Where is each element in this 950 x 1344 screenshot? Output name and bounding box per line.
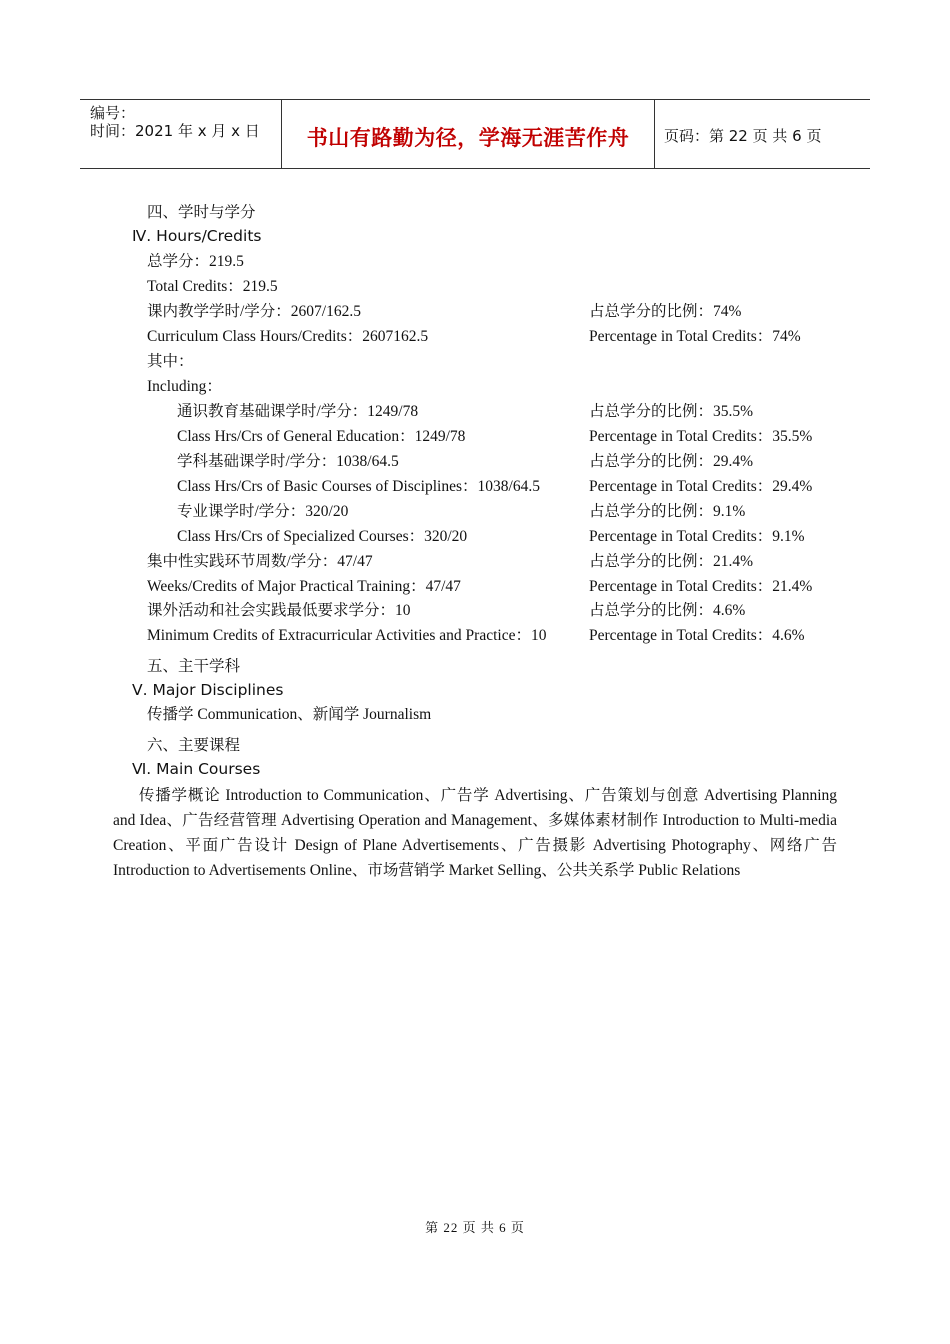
practical-pct-en: Percentage in Total Credits：21.4% — [589, 578, 813, 595]
general-cn: 通识教育基础课学时/学分：1249/78 — [177, 403, 419, 420]
special-en: Class Hrs/Crs of Specialized Courses：320/20 — [177, 528, 468, 545]
basic-pct-en: Percentage in Total Credits：29.4% — [589, 478, 813, 495]
including-cn: 其中： — [147, 353, 194, 370]
section5-title-cn: 五、主干学科 — [147, 657, 241, 675]
special-pct-cn: 占总学分的比例：9.1% — [589, 503, 746, 520]
section5-title-en: Ⅴ. Major Disciplines — [132, 681, 284, 699]
extra-en: Minimum Credits of Extracurricular Activities and Practice：10 — [147, 627, 547, 644]
section4-title-en: Ⅳ. Hours/Credits — [132, 227, 262, 245]
number-label: 编号： — [90, 104, 136, 122]
section4-title-cn: 四、学时与学分 — [147, 203, 256, 221]
page-footer: 第 22 页 共 6 页 — [425, 1220, 525, 1235]
curriculum-pct-cn: 占总学分的比例：74% — [589, 303, 742, 320]
section6-title-cn: 六、主要课程 — [147, 736, 241, 754]
practical-cn: 集中性实践环节周数/学分：47/47 — [147, 553, 373, 570]
main-courses-content — [113, 783, 837, 883]
including-en: Including： — [147, 378, 222, 395]
basic-pct-cn: 占总学分的比例：29.4% — [589, 453, 754, 470]
curriculum-cn: 课内教学学时/学分：2607/162.5 — [147, 303, 361, 320]
general-pct-cn: 占总学分的比例：35.5% — [589, 403, 754, 420]
special-cn: 专业课学时/学分：320/20 — [177, 503, 349, 520]
practical-en: Weeks/Credits of Major Practical Training：47/47 — [147, 578, 461, 595]
total-credits-en: Total Credits：219.5 — [147, 278, 278, 295]
header-info — [90, 104, 260, 140]
general-en: Class Hrs/Crs of General Education：1249/78 — [177, 428, 466, 445]
extra-pct-en: Percentage in Total Credits：4.6% — [589, 627, 805, 644]
special-pct-en: Percentage in Total Credits：9.1% — [589, 528, 805, 545]
header-divider — [654, 100, 655, 168]
document-header — [80, 99, 870, 169]
basic-cn: 学科基础课学时/学分：1038/64.5 — [177, 453, 399, 470]
total-credits-cn: 总学分：219.5 — [147, 253, 244, 270]
main-courses-text: 传播学概论 Introduction to Communication、广告学 Advertising、广告策划与创意 Advertising Planning and Idea、广告经营管理 Advertising Operation and Management、多媒体素材制作 Introduction to Multi-media Creation、平面广告设计 Design of Plane Advertisements、广告摄影 Advertising Photography、网络广告 Introduction to Advertisements Online、市场营销学 Market Selling、公共关系学 Public Relations — [113, 787, 837, 879]
time-label: 时间：2021 年 x 月 x 日 — [90, 122, 260, 140]
practical-pct-cn: 占总学分的比例：21.4% — [589, 553, 754, 570]
major-disciplines-content: 传播学 Communication、新闻学 Journalism — [147, 706, 432, 723]
header-motto: 书山有路勤为径，学海无涯苦作舟 — [306, 126, 630, 150]
curriculum-pct-en: Percentage in Total Credits：74% — [589, 328, 801, 345]
section6-title-en: Ⅵ. Main Courses — [132, 760, 261, 778]
general-pct-en: Percentage in Total Credits：35.5% — [589, 428, 813, 445]
extra-pct-cn: 占总学分的比例：4.6% — [589, 602, 746, 619]
header-page-label: 页码：第 22 页 共 6 页 — [664, 127, 822, 145]
basic-en: Class Hrs/Crs of Basic Courses of Disciplines：1038/64.5 — [177, 478, 540, 495]
extra-cn: 课外活动和社会实践最低要求学分：10 — [147, 602, 411, 619]
curriculum-en: Curriculum Class Hours/Credits：2607162.5 — [147, 328, 429, 345]
